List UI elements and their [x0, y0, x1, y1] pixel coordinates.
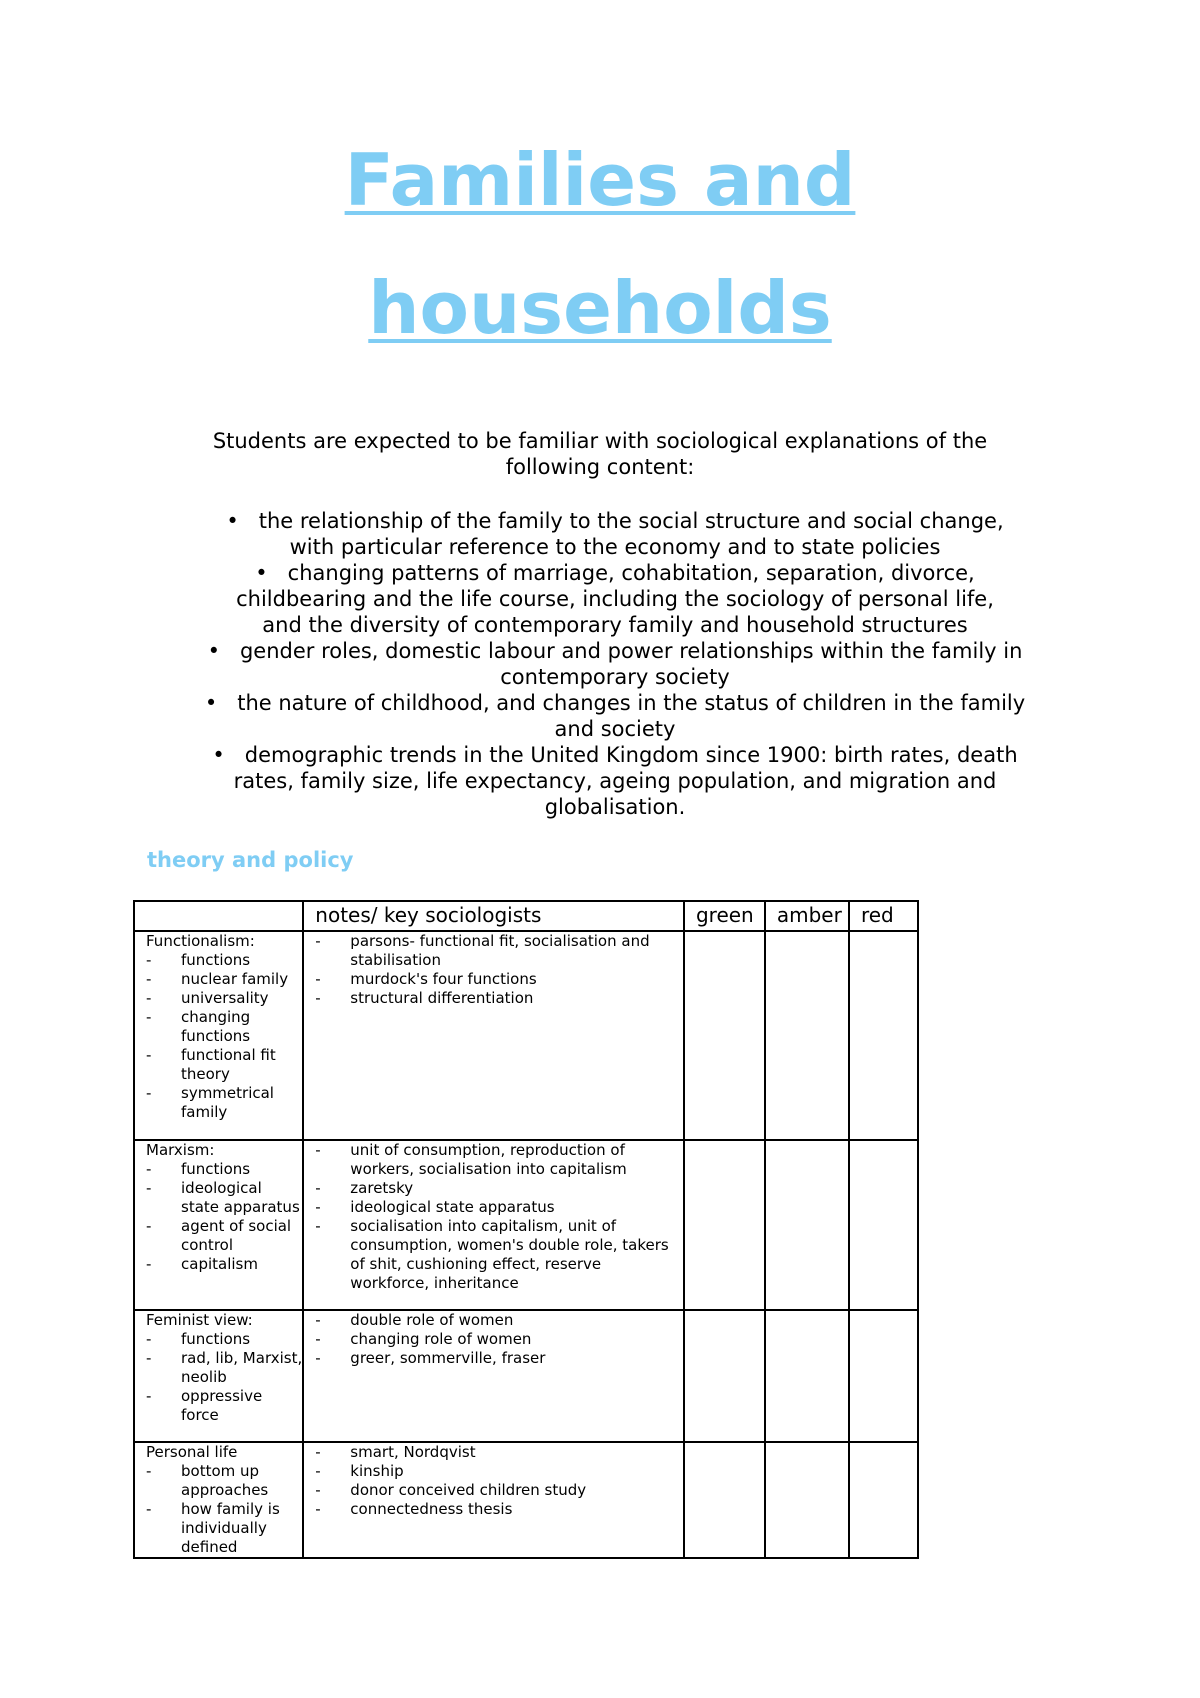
amber-cell	[765, 1442, 849, 1558]
list-item	[146, 1255, 302, 1274]
dash-marker: -	[315, 1443, 321, 1461]
list-item	[146, 1462, 302, 1500]
content-bullet-item	[175, 742, 1055, 820]
dash-marker: -	[315, 932, 321, 950]
bullet-dot-icon: •	[255, 561, 268, 585]
dash-marker: -	[146, 1500, 152, 1518]
bullet-line: demographic trends in the United Kingdom since 1900: birth rates, death	[244, 743, 1018, 767]
list-item	[315, 970, 683, 989]
topic-list	[146, 1462, 302, 1557]
dash-marker: -	[315, 1179, 321, 1197]
dash-marker: -	[146, 1387, 152, 1405]
dash-marker: -	[315, 1198, 321, 1216]
notes-cell	[303, 931, 684, 1140]
dash-marker: -	[146, 951, 152, 969]
dash-marker: -	[146, 970, 152, 988]
header-notes: notes/ key sociologists	[303, 901, 684, 931]
topic-item-text: bottom up approaches	[181, 1462, 269, 1499]
list-item	[315, 1198, 683, 1217]
note-item-text: smart, Nordqvist	[350, 1443, 476, 1461]
topic-item-text: changing functions	[181, 1008, 251, 1045]
bullet-dot-icon: •	[212, 743, 225, 767]
amber-cell	[765, 1310, 849, 1442]
list-item	[315, 1462, 683, 1481]
notes-cell	[303, 1442, 684, 1558]
dash-marker: -	[146, 1255, 152, 1273]
notes-list	[315, 1443, 683, 1519]
list-item	[315, 1443, 683, 1462]
dash-marker: -	[315, 1481, 321, 1499]
red-cell	[849, 1310, 918, 1442]
intro-line-1: Students are expected to be familiar with sociological explanations of the	[212, 429, 988, 453]
notes-cell	[303, 1310, 684, 1442]
dash-marker: -	[146, 1330, 152, 1348]
dash-marker: -	[146, 1217, 152, 1235]
header-red: red	[849, 901, 918, 931]
topic-item-text: nuclear family	[181, 970, 289, 988]
topic-item-text: rad, lib, Marxist, neolib	[181, 1349, 303, 1386]
topic-heading: Personal life	[146, 1443, 238, 1461]
topic-heading: Functionalism:	[146, 932, 255, 950]
topic-list	[146, 1160, 302, 1274]
list-item	[146, 1500, 302, 1557]
list-item	[146, 951, 302, 970]
topic-cell	[134, 1140, 303, 1310]
topic-heading: Marxism:	[146, 1141, 215, 1159]
list-item	[315, 989, 683, 1008]
bullet-line: the relationship of the family to the social structure and social change,	[258, 509, 1004, 533]
list-item	[146, 1160, 302, 1179]
topic-item-text: functional fit theory	[181, 1046, 276, 1083]
list-item	[146, 970, 302, 989]
dash-marker: -	[315, 1311, 321, 1329]
bullet-line: globalisation.	[544, 795, 686, 819]
topic-heading: Feminist view:	[146, 1311, 253, 1329]
note-item-text: ideological state apparatus	[350, 1198, 555, 1216]
dash-marker: -	[315, 1330, 321, 1348]
red-cell	[849, 931, 918, 1140]
green-cell	[684, 1442, 765, 1558]
bullet-line: and the diversity of contemporary family and household structures	[262, 613, 968, 637]
note-item-text: donor conceived children study	[350, 1481, 587, 1499]
topic-item-text: oppressive force	[181, 1387, 263, 1424]
topic-item-text: how family is individually defined	[181, 1500, 280, 1556]
dash-marker: -	[146, 1462, 152, 1480]
dash-marker: -	[315, 1349, 321, 1367]
list-item	[315, 1217, 683, 1293]
amber-cell	[765, 1140, 849, 1310]
section-heading-theory-and-policy: theory and policy	[147, 848, 354, 872]
list-item	[146, 1008, 302, 1046]
note-item-text: double role of women	[350, 1311, 514, 1329]
red-cell	[849, 1442, 918, 1558]
list-item	[146, 1349, 302, 1387]
topic-item-text: symmetrical family	[181, 1084, 274, 1121]
content-bullet-item	[175, 690, 1055, 742]
topic-item-text: functions	[181, 1160, 251, 1178]
topic-cell	[134, 931, 303, 1140]
topic-item-text: ideological state apparatus	[181, 1179, 300, 1216]
bullet-line: changing patterns of marriage, cohabitation, separation, divorce,	[287, 561, 975, 585]
dash-marker: -	[146, 1160, 152, 1178]
list-item	[146, 1387, 302, 1425]
bullet-line: the nature of childhood, and changes in the status of children in the family	[237, 691, 1026, 715]
topic-item-text: capitalism	[181, 1255, 258, 1273]
dash-marker: -	[146, 1349, 152, 1367]
dash-marker: -	[146, 1084, 152, 1102]
amber-cell	[765, 931, 849, 1140]
bullet-line: and society	[554, 717, 676, 741]
dash-marker: -	[315, 1141, 321, 1159]
note-item-text: structural differentiation	[350, 989, 534, 1007]
bullet-line: gender roles, domestic labour and power relationships within the family in	[239, 639, 1023, 663]
table-header-row	[134, 901, 918, 931]
header-amber: amber	[765, 901, 849, 931]
theory-policy-table	[133, 900, 919, 1559]
list-item	[146, 1217, 302, 1255]
table-row	[134, 1310, 918, 1442]
bullet-dot-icon: •	[207, 639, 220, 663]
dash-marker: -	[315, 1462, 321, 1480]
notes-list	[315, 932, 683, 1008]
dash-marker: -	[146, 989, 152, 1007]
topic-cell	[134, 1310, 303, 1442]
dash-marker: -	[146, 1046, 152, 1064]
list-item	[315, 1481, 683, 1500]
list-item	[146, 1330, 302, 1349]
dash-marker: -	[146, 1179, 152, 1197]
note-item-text: connectedness thesis	[350, 1500, 513, 1518]
topic-item-text: agent of social control	[181, 1217, 292, 1254]
header-topic	[134, 901, 303, 931]
notes-list	[315, 1141, 683, 1293]
topic-list	[146, 951, 302, 1122]
red-cell	[849, 1140, 918, 1310]
bullet-line: rates, family size, life expectancy, ageing population, and migration and	[233, 769, 997, 793]
note-item-text: unit of consumption, reproduction of workers, socialisation into capitalism	[350, 1141, 627, 1178]
bullet-dot-icon: •	[204, 691, 218, 715]
page-title-line-2: households	[368, 266, 832, 350]
note-item-text: changing role of women	[350, 1330, 532, 1348]
dash-marker: -	[315, 970, 321, 988]
intro-line-2: following content:	[505, 455, 695, 479]
bullet-dot-icon: •	[226, 509, 239, 533]
green-cell	[684, 1140, 765, 1310]
note-item-text: murdock's four functions	[350, 970, 537, 988]
note-item-text: greer, sommerville, fraser	[350, 1349, 546, 1367]
content-bullet-item	[175, 508, 1055, 560]
list-item	[315, 932, 683, 970]
list-item	[146, 1084, 302, 1122]
green-cell	[684, 931, 765, 1140]
content-bullet-item	[175, 560, 1055, 638]
list-item	[315, 1141, 683, 1179]
list-item	[315, 1349, 683, 1368]
green-cell	[684, 1310, 765, 1442]
content-bullet-item	[175, 638, 1055, 690]
note-item-text: zaretsky	[350, 1179, 414, 1197]
notes-list	[315, 1311, 683, 1368]
list-item	[315, 1311, 683, 1330]
list-item	[315, 1330, 683, 1349]
dash-marker: -	[146, 1008, 152, 1026]
content-bullet-list	[175, 508, 1055, 820]
dash-marker: -	[315, 1217, 321, 1235]
table-row	[134, 1442, 918, 1558]
list-item	[146, 1179, 302, 1217]
intro-paragraph	[140, 428, 1060, 480]
notes-cell	[303, 1140, 684, 1310]
page-title-line-1: Families and	[344, 138, 856, 222]
topic-cell	[134, 1442, 303, 1558]
dash-marker: -	[315, 989, 321, 1007]
table-row	[134, 1140, 918, 1310]
topic-item-text: functions	[181, 951, 251, 969]
header-green: green	[684, 901, 765, 931]
dash-marker: -	[315, 1500, 321, 1518]
list-item	[146, 989, 302, 1008]
bullet-line: with particular reference to the economy and to state policies	[289, 535, 941, 559]
topic-list	[146, 1330, 302, 1425]
note-item-text: kinship	[350, 1462, 404, 1480]
topic-item-text: universality	[181, 989, 269, 1007]
bullet-line: childbearing and the life course, including the sociology of personal life,	[236, 587, 994, 611]
list-item	[146, 1046, 302, 1084]
bullet-line: contemporary society	[500, 665, 730, 689]
note-item-text: parsons- functional fit, socialisation and stabilisation	[350, 932, 650, 969]
list-item	[315, 1179, 683, 1198]
note-item-text: socialisation into capitalism, unit of consumption, women's double role, takers of shit, cushioning effect, reserve workforce, inheritance	[350, 1217, 669, 1292]
list-item	[315, 1500, 683, 1519]
topic-item-text: functions	[181, 1330, 251, 1348]
table-row	[134, 931, 918, 1140]
